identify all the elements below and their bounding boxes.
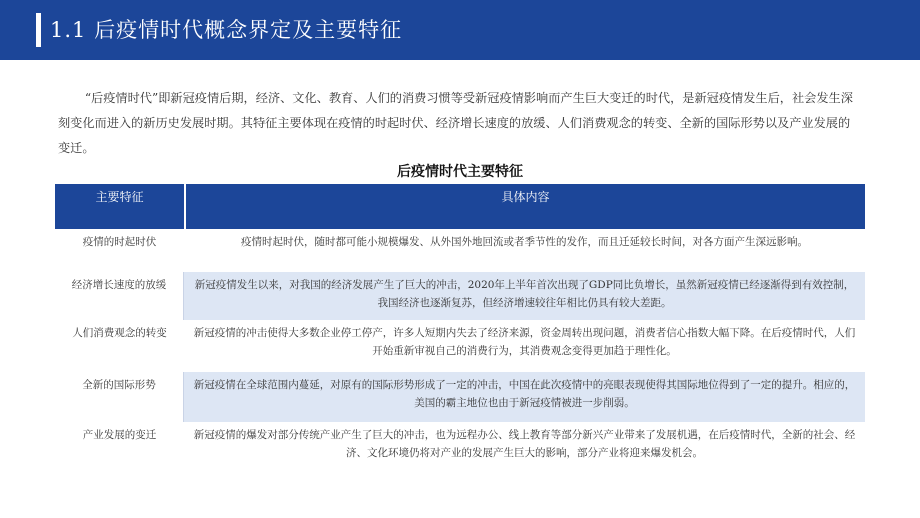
table-row (55, 272, 865, 320)
header-accent-mark (36, 13, 41, 47)
header-bar (0, 0, 920, 60)
column-header-feature: 主要特征 (95, 190, 144, 204)
intro-paragraph: “后疫情时代”即新冠疫情后期，经济、文化、教育、人们的消费习惯等受新冠疫情影响而产生巨大变迁的时代，是新冠疫情发生后，社会发生深刻变化而进入的新历史发展时期。其特征主要体现在疫情的时起时伏、经济增长速度的放缓、人们消费观念的转变、全新的国际形势以及产业发展的变迁。 (58, 91, 853, 155)
column-header-content: 具体内容 (184, 184, 865, 229)
content-cell: 新冠疫情在全球范围内蔓延，对原有的国际形势形成了一定的冲击，中国在此次疫情中的亮眼表现使得其国际地位得到了一定的提升。相应的，美国的霸主地位也由于新冠疫情被进一步削弱。 (184, 372, 865, 422)
feature-cell: 产业发展的变迁 (82, 429, 157, 441)
table-row (55, 372, 865, 422)
table-row (55, 320, 865, 372)
table-row (55, 229, 865, 272)
content-cell: 新冠疫情发生以来，对我国的经济发展产生了巨大的冲击，2020年上半年首次出现了GDP同比负增长，虽然新冠疫情已经逐渐得到有效控制，我国经济也逐渐复苏，但经济增速较往年相比仍具有较大差距。 (184, 272, 865, 320)
table-header-row (55, 184, 865, 229)
feature-cell: 疫情的时起时伏 (82, 236, 157, 248)
table-row (55, 422, 865, 470)
feature-cell: 人们消费观念的转变 (72, 327, 167, 339)
features-table (55, 184, 865, 470)
content-cell: 新冠疫情的爆发对部分传统产业产生了巨大的冲击，也为远程办公、线上教育等部分新兴产业带来了发展机遇，在后疫情时代，全新的社会、经济、文化环境仍将对产业的发展产生巨大的影响，部分产业将迎来爆发机会。 (193, 429, 856, 459)
content-cell: 新冠疫情的冲击使得大多数企业停工停产，许多人短期内失去了经济来源，资金周转出现问题，消费者信心指数大幅下降。在后疫情时代，人们开始重新审视自己的消费行为，其消费观念变得更加趋于理性化。 (193, 327, 856, 357)
feature-cell: 经济增长速度的放缓 (55, 272, 184, 320)
table-title: 后疫情时代主要特征 (397, 164, 523, 180)
page-title: 1.1 后疫情时代概念界定及主要特征 (50, 18, 403, 42)
content-cell: 疫情时起时伏，随时都可能小规模爆发、从外国外地回流或者季节性的发作，而且迁延较长时间，对各方面产生深远影响。 (241, 236, 808, 248)
feature-cell: 全新的国际形势 (55, 372, 184, 422)
